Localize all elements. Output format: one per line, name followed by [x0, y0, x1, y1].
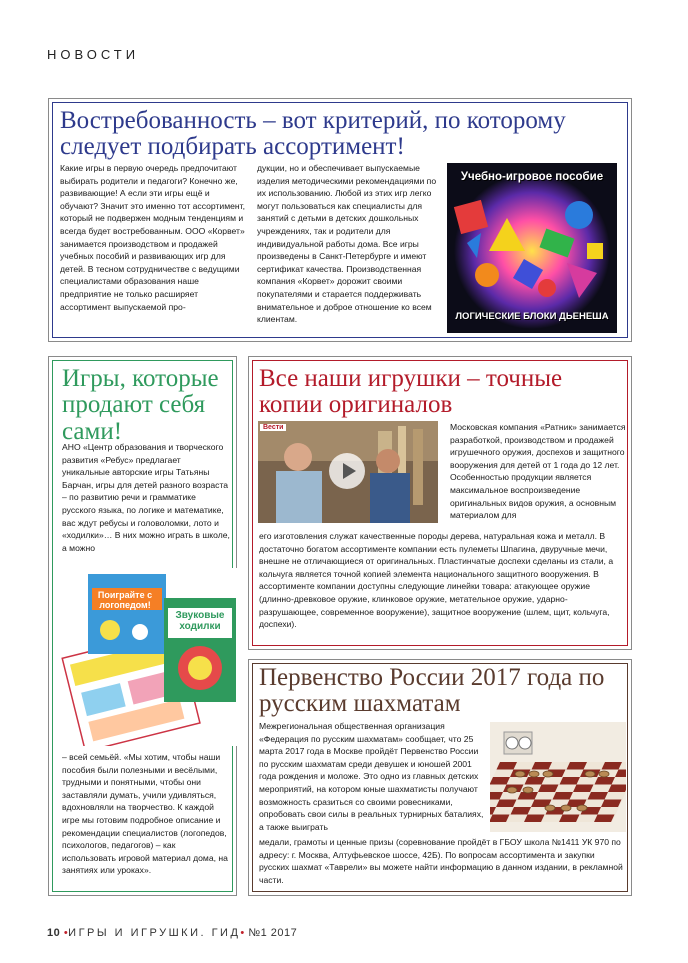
cover-bottom-text: ЛОГИЧЕСКИЕ БЛОКИ ДЬЕНЕША	[455, 311, 609, 322]
article-2-text-bottom: – всей семьёй. «Мы хотим, чтобы наши пособия были полезными и весёлыми, трудными и понятными, чтобы они заставляли думать, учили удивляться, вдохновляли на творчество. К каждой игре мы готовим подробное описание и рекомендации специалистов (логопедов, психологов, педагогов) – как использовать игровой материал дома, на занятиях или уроках».	[62, 752, 228, 876]
cover-top-text: Учебно-игровое пособие	[460, 171, 604, 183]
article-2-text-top: АНО «Центр образования и творческого развития «Ребус» предлагает уникальные авторские игры Татьяны Барчан, игры для детей разного возраста – по развитию речи и грамматике русского языка, по логике и математике, вас ждут ребусы и головоломки, лото и «ходилки»… В них можно играть в школе, а можно	[62, 442, 230, 553]
article-1-text-col1: Какие игры в первую очередь предпочитают выбирать родители и педагоги? Конечно же, развивающие! А если эти игры ещё и обучают? Значит это именно тот ассортимент, который не подвержен модным тенденциям и всегда будет востребованным. ООО «Корвет» занимается производством и продажей учебных пособий и развивающих игр для детей. В тесном сотрудничестве с ведущими специалистами образования наше предприятие не только расширяет ассортимент выпускаемой про-	[60, 163, 246, 312]
issue-number: №1 2017	[248, 927, 298, 939]
article-3-text-full: его изготовления служат качественные породы дерева, натуральная кожа и металл. В достаточно богатом ассортименте компании есть пулеметы Шпагина, двуручные мечи, внешне не отличающиеся от оригинальных. Пластинчатые доспехи сделаны из стали, а кольчуга является точной копией элемента национального защитного вооружения. В ассортименте компании доступны следующие линейки товара: атакующее оружие (длинно-древковое оружие, клинковое оружие, метательное оружие, ударно-разрушающее, современное вооружение), защитное вооружение (шлем, щит, кольчуга, доспехи).	[259, 531, 614, 630]
book-title-1: Поиграйте с логопедом!	[97, 590, 153, 610]
article-4-text-full: медали, грамоты и ценные призы (соревнование пройдёт в ГБОУ школа №1411 УК 970 по адресу: г. Москва, Алтуфьевское шоссе, 42Б). По вопросам ассортимента и закупки русских шахмат «Таврели» вы можете найти информацию в данном издании, в рекламной части.	[259, 837, 623, 885]
play-button[interactable]	[329, 453, 365, 489]
play-icon	[329, 453, 365, 489]
chessboard-image	[490, 722, 626, 832]
section-title: НОВОСТИ	[47, 47, 140, 62]
article-2-headline: Игры, которые продают себя сами!	[62, 365, 219, 445]
page-number: 10	[47, 927, 61, 939]
book-title-2: Звуковые ходилки	[175, 610, 225, 632]
article-1-headline: Востребованность – вот критерий, по которому следует подбирать ассортимент!	[60, 107, 566, 161]
separator-dot: •	[63, 927, 69, 939]
vesti-logo: Вести	[260, 424, 286, 431]
article-4-headline: Первенство России 2017 года по русским шахматам	[259, 664, 605, 718]
separator-dot: •	[240, 927, 249, 939]
logic-blocks-cover-image	[447, 163, 617, 333]
article-1-text-col2: дукции, но и обеспечивает выпускаемые изделия методическими рекомендациями по их использованию. Любой из этих игр легко могут пользоваться как специалисты для занятий с детьми в детских дошкольных учреждениях, так и родители для индивидуальной работы дома. Все игры произведены в Санкт-Петербурге и имеют сертификат качества. Производственная компания «Корвет» дорожит своими покупателями и старается поддерживать внимательное и доброе отношение ко всем клиентам.	[257, 163, 437, 325]
video-thumbnail[interactable]	[258, 421, 438, 523]
page-footer	[47, 927, 297, 939]
article-3-text-side: Московская компания «Ратник» занимается разработкой, производством и продажей игрушечного оружия, доспехов и защитного вооружения для детей от 1 года до 12 лет. Особенностью продукции является максимальное воспроизведение оригинальных видов оружия, а основным материалом для	[450, 422, 626, 521]
magazine-title: ИГРЫ И ИГРУШКИ. ГИД	[68, 927, 241, 939]
article-4-text-side: Межрегиональная общественная организация «Федерация по русским шахматам» сообщает, что 25 марта 2017 года в Москве пройдёт Первенство России по русским шахматам среди девушек и юношей 2001 года рождения и моложе. Это одно из главных детских мероприятий, на котором юные шахматисты получают возможность сразиться со своими ровесниками, опробовать свои силы в реальных турнирных баталиях, а также выиграть	[259, 721, 484, 832]
article-3-headline: Все наши игрушки – точные копии оригиналов	[259, 365, 563, 419]
rebus-books-image	[60, 568, 238, 746]
